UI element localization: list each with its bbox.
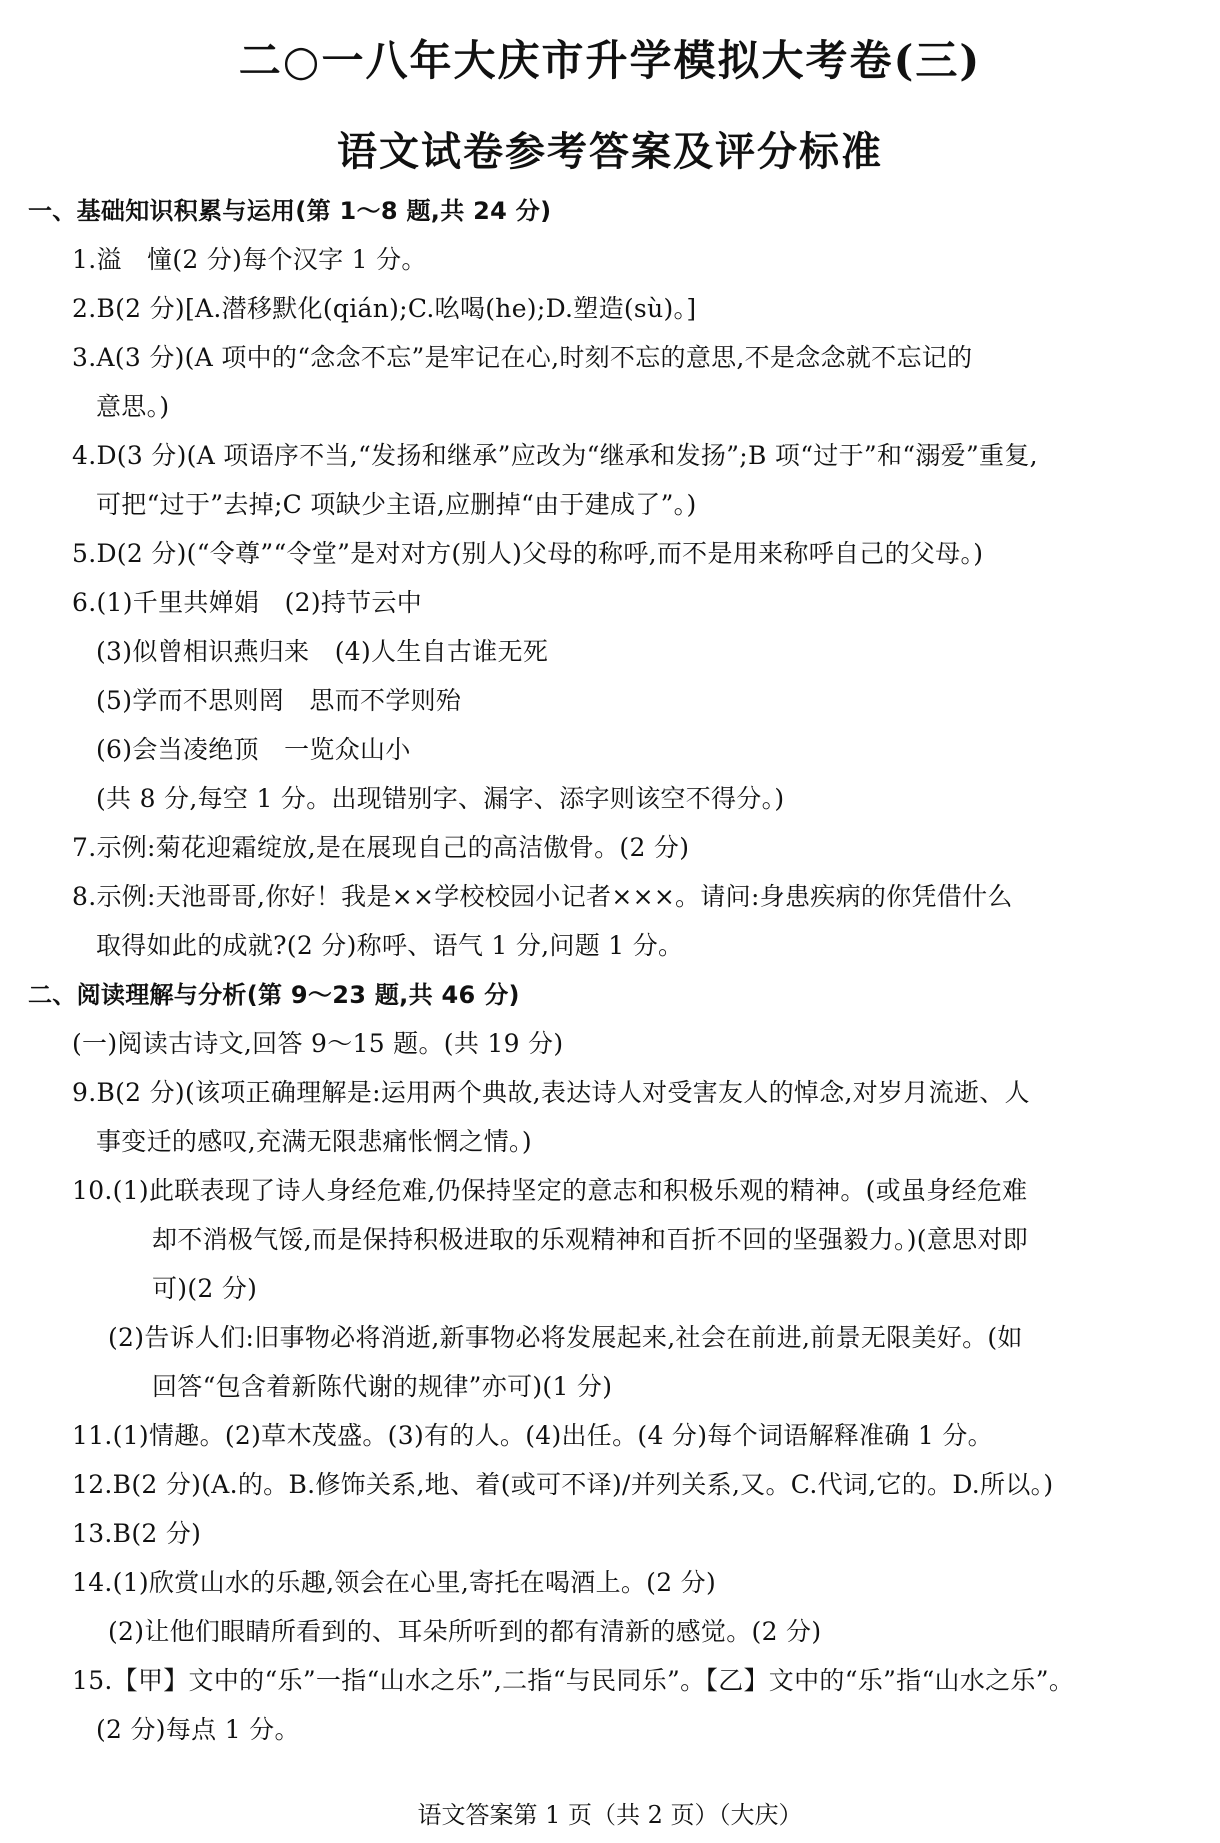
answer-line: 12.B(2 分)(A.的。B.修饰关系,地、着(或可不译)/并列关系,又。C.代词,它的。D.所以。)	[72, 1470, 1054, 1499]
answer-line-sub: (2)让他们眼睛所看到的、耳朵所听到的都有清新的感觉。(2 分)	[108, 1617, 822, 1646]
answer-line-sub: (5)学而不思则罔 思而不学则殆	[96, 686, 462, 715]
answer-line-continued: 事变迁的感叹,充满无限悲痛怅惘之情。)	[96, 1127, 532, 1156]
document-subtitle: 语文试卷参考答案及评分标准	[337, 128, 883, 175]
answer-line-continued: 可)(2 分)	[152, 1274, 258, 1303]
answer-line-sub: (3)似曾相识燕归来 (4)人生自古谁无死	[96, 637, 549, 666]
answer-line: 1.溢 憧(2 分)每个汉字 1 分。	[72, 245, 427, 274]
answer-line: 11.(1)情趣。(2)草木茂盛。(3)有的人。(4)出任。(4 分)每个词语解释准确 1 分。	[72, 1421, 993, 1450]
answer-line: 7.示例:菊花迎霜绽放,是在展现自己的高洁傲骨。(2 分)	[72, 833, 690, 862]
answer-line-sub: (6)会当凌绝顶 一览众山小	[96, 735, 411, 764]
answer-line: 3.A(3 分)(A 项中的“念念不忘”是牢记在心,时刻不忘的意思,不是念念就不忘记的	[72, 343, 973, 372]
answer-line: 14.(1)欣赏山水的乐趣,领会在心里,寄托在喝酒上。(2 分)	[72, 1568, 717, 1597]
answer-line: 15.【甲】文中的“乐”一指“山水之乐”,二指“与民同乐”。【乙】文中的“乐”指“山水之乐”。	[72, 1666, 1075, 1695]
answer-line: 10.(1)此联表现了诗人身经危难,仍保持坚定的意志和积极乐观的精神。(或虽身经危难	[72, 1176, 1028, 1205]
answer-line-continued: 却不消极气馁,而是保持积极进取的乐观精神和百折不回的坚强毅力。)(意思对即	[152, 1225, 1029, 1254]
answer-line: (一)阅读古诗文,回答 9～15 题。(共 19 分)	[72, 1029, 564, 1058]
answer-line: 8.示例:天池哥哥,你好！我是××学校校园小记者×××。请问:身患疾病的你凭借什么	[72, 882, 1013, 911]
document-title: 二○一八年大庆市升学模拟大考卷(三)	[238, 36, 982, 85]
answer-line-sub: (2)告诉人们:旧事物必将消逝,新事物必将发展起来,社会在前进,前景无限美好。(如	[108, 1323, 1023, 1352]
section-heading-1: 一、基础知识积累与运用(第 1～8 题,共 24 分)	[28, 197, 552, 225]
answer-line-sub: (共 8 分,每空 1 分。出现错别字、漏字、添字则该空不得分。)	[96, 784, 785, 813]
answer-line-continued: 可把“过于”去掉;C 项缺少主语,应删掉“由于建成了”。)	[96, 490, 697, 519]
answer-line: 6.(1)千里共婵娟 (2)持节云中	[72, 588, 423, 617]
answer-line: 2.B(2 分)[A.潜移默化(qián);C.吆喝(he);D.塑造(sù)。]	[72, 294, 697, 323]
section-heading-2: 二、阅读理解与分析(第 9～23 题,共 46 分)	[28, 981, 520, 1009]
answer-line: 13.B(2 分)	[72, 1519, 202, 1548]
page-footer: 语文答案第 1 页（共 2 页）（大庆）	[417, 1801, 803, 1829]
answer-line-continued: 取得如此的成就?(2 分)称呼、语气 1 分,问题 1 分。	[96, 931, 684, 960]
answer-line-continued: 回答“包含着新陈代谢的规律”亦可)(1 分)	[152, 1372, 613, 1401]
answer-line: 9.B(2 分)(该项正确理解是:运用两个典故,表达诗人对受害友人的悼念,对岁月流逝、人	[72, 1078, 1030, 1107]
answer-line-continued: 意思。)	[96, 392, 170, 421]
answer-line: 4.D(3 分)(A 项语序不当,“发扬和继承”应改为“继承和发扬”;B 项“过于”和“溺爱”重复,	[72, 441, 1038, 470]
answer-line-continued: (2 分)每点 1 分。	[96, 1715, 300, 1744]
answer-line: 5.D(2 分)(“令尊”“令堂”是对对方(别人)父母的称呼,而不是用来称呼自己的父母。)	[72, 539, 984, 568]
